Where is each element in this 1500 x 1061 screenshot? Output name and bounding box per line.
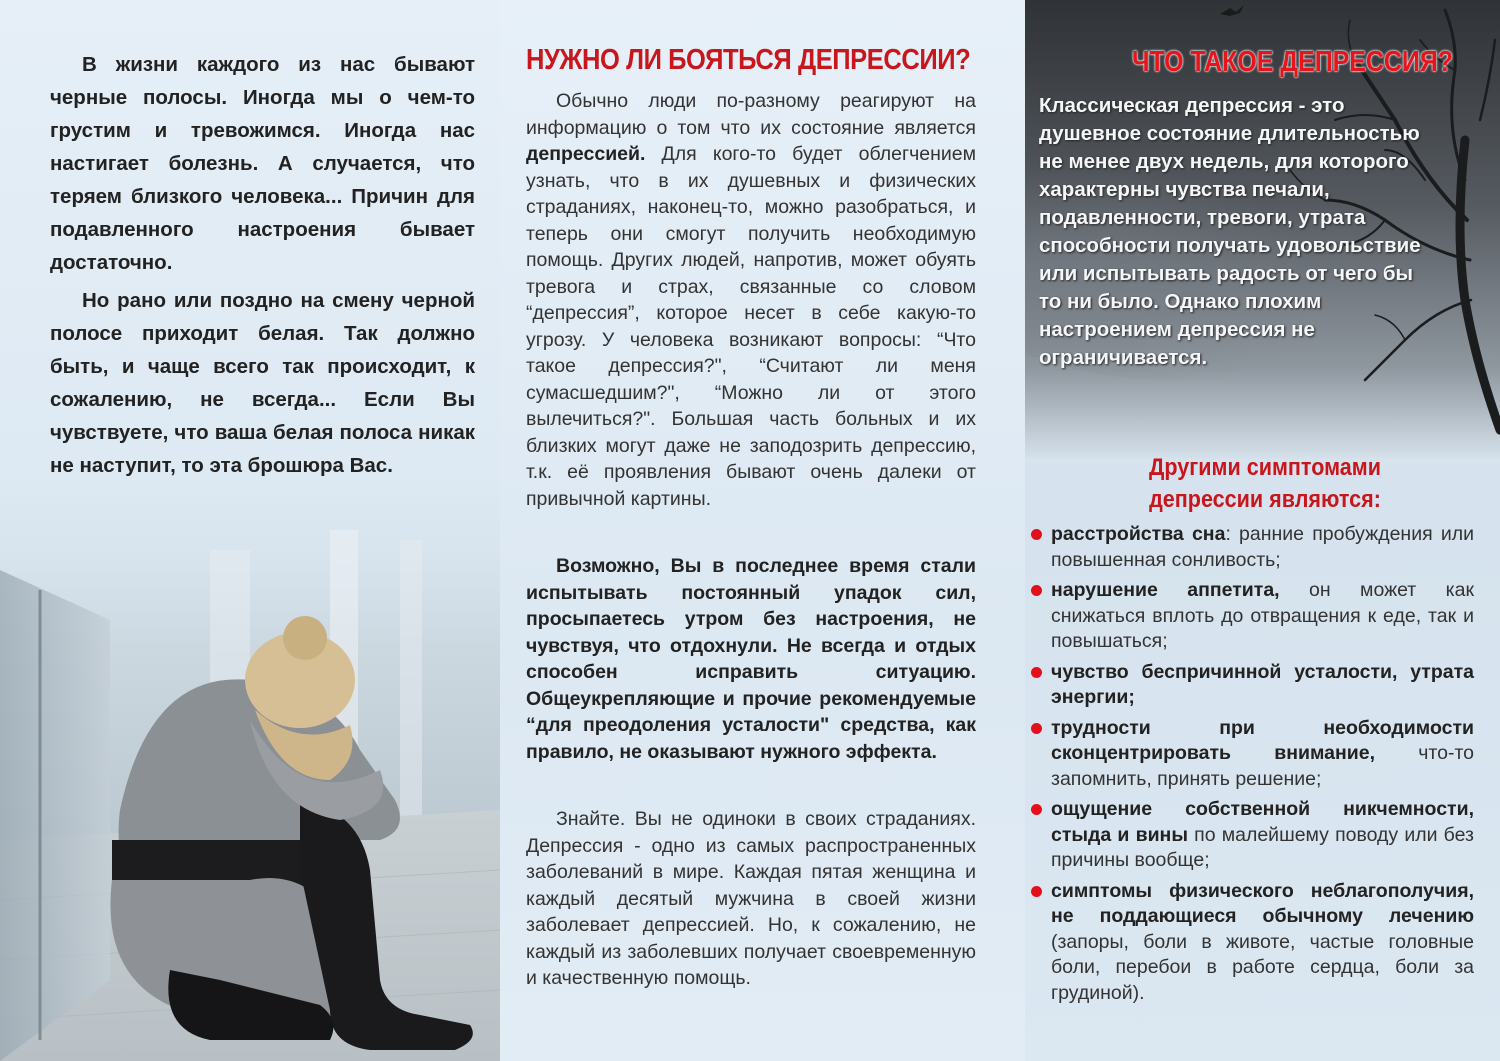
symptom-bold: расстройства сна	[1051, 523, 1226, 545]
intro-paragraph-2: Но рано или поздно на смену черной полосе приходит белая. Так должно быть, и чаще всего так происходит, к сожалению, не всегда... Если Вы чувствуете, что ваша белая полоса никак не наступит, то эта брошюра Вас.	[50, 289, 475, 477]
symptoms-title: Другими симптомами депрессии являются:	[1149, 454, 1381, 513]
symptom-text: что-то запомнить, принять решение;	[1051, 742, 1474, 790]
bullet-icon	[1031, 886, 1042, 897]
symptom-item	[1025, 522, 1474, 573]
symptom-item	[1025, 578, 1474, 655]
intro-paragraph: В жизни каждого из нас бывают черные полосы. Иногда мы о чем-то грустим и тревожимся. Иногда нас настигает болезнь. А случается, что теряем близкого человека... Причин для подавленного настроения бывает достаточно.	[50, 53, 475, 274]
symptoms-list	[1025, 522, 1500, 1006]
reaction-paragraph	[526, 88, 976, 512]
symptom-text: он может как снижаться вплоть до отвращения к еде, так и повышаться;	[1051, 579, 1474, 652]
symptom-bold: нарушение аппетита,	[1051, 579, 1280, 601]
bullet-icon	[1031, 723, 1042, 734]
symptom-item	[1025, 716, 1474, 793]
bullet-icon	[1031, 529, 1042, 540]
symptom-item	[1025, 797, 1474, 874]
left-panel	[0, 0, 500, 1061]
reaction-text-end: Для кого-то будет облегчением узнать, что в их душевных и физических страданиях, наконец-то, можно разобраться, и теперь они смогут получить необходимую помощь. Других людей, напротив, может обуять тревога и страх, связанные со словом “депрессия”, которое несет в себе какую-то угрозу. У человека возникают вопросы: “Что такое депрессия?", “Считают ли меня сумасшедшим?", “Можно ли от этого вылечиться?". Большая часть больных и их близких могут даже не заподозрить депрессию, т.к. её проявления бывают очень далеки от привычной картины.	[526, 143, 976, 510]
symptom-text: по малейшему поводу или без причины вообще;	[1051, 823, 1474, 871]
symptom-bold: ощущение собственной никчемности, стыда и вины	[1051, 798, 1474, 846]
depression-definition: Классическая депрессия - это душевное состояние длительностью не менее двух недель, для которого характерны чувства печали, подавленности, тревоги, утрата способности получать удовольствие или испытывать радость от чего бы то ни было. Однако плохим настроением депрессия не ограничивается.	[1039, 94, 1421, 369]
symptom-item	[1025, 660, 1474, 711]
symptom-text: (запоры, боли в животе, частые головные боли, перебои в работе сердца, боли за грудиной).	[1051, 930, 1474, 1004]
right-panel	[1025, 0, 1500, 1061]
sad-woman-photo	[0, 510, 500, 1061]
fatigue-paragraph: Возможно, Вы в последнее время стали испытывать постоянный упадок сил, просыпаетесь утром без настроения, не чувствуя, что отдохнули. Не всегда и отдых способен исправить ситуацию. Общеукрепляющие и прочие рекомендуемые “для преодоления усталости" средства, как правило, не оказывают нужного эффекта.	[526, 555, 976, 763]
symptom-text: : ранние пробуждения или повышенная сонливость;	[1051, 523, 1474, 571]
symptom-bold: чувство беспричинной усталости, утрата энергии;	[1051, 660, 1474, 708]
symptom-bold: симптомы физического неблагополучия, не поддающиеся обычному лечению	[1051, 879, 1474, 927]
bullet-icon	[1031, 585, 1042, 596]
symptom-item	[1025, 879, 1474, 1007]
what-is-depression-title: ЧТО ТАКОЕ ДЕПРЕССИЯ?	[1131, 46, 1454, 78]
bullet-icon	[1031, 804, 1042, 815]
reaction-text-start: Обычно люди по-разному реагируют на информацию о том что их состояние является	[526, 90, 976, 139]
depression-word: депрессией.	[526, 143, 646, 165]
fear-depression-title: НУЖНО ЛИ БОЯТЬСЯ ДЕПРЕССИИ?	[526, 44, 971, 76]
not-alone-paragraph: Знайте. Вы не одиноки в своих страданиях. Депрессия - одно из самых распространенных заболеваний в мире. Каждая пятая женщина и каждый десятый мужчина в своей жизни заболевает депрессией. Но, к сожалению, не каждый из заболевших получает своевременную и качественную помощь.	[526, 808, 976, 989]
bullet-icon	[1031, 667, 1042, 678]
symptom-bold: трудности при необходимости сконцентрировать внимание,	[1051, 716, 1474, 764]
